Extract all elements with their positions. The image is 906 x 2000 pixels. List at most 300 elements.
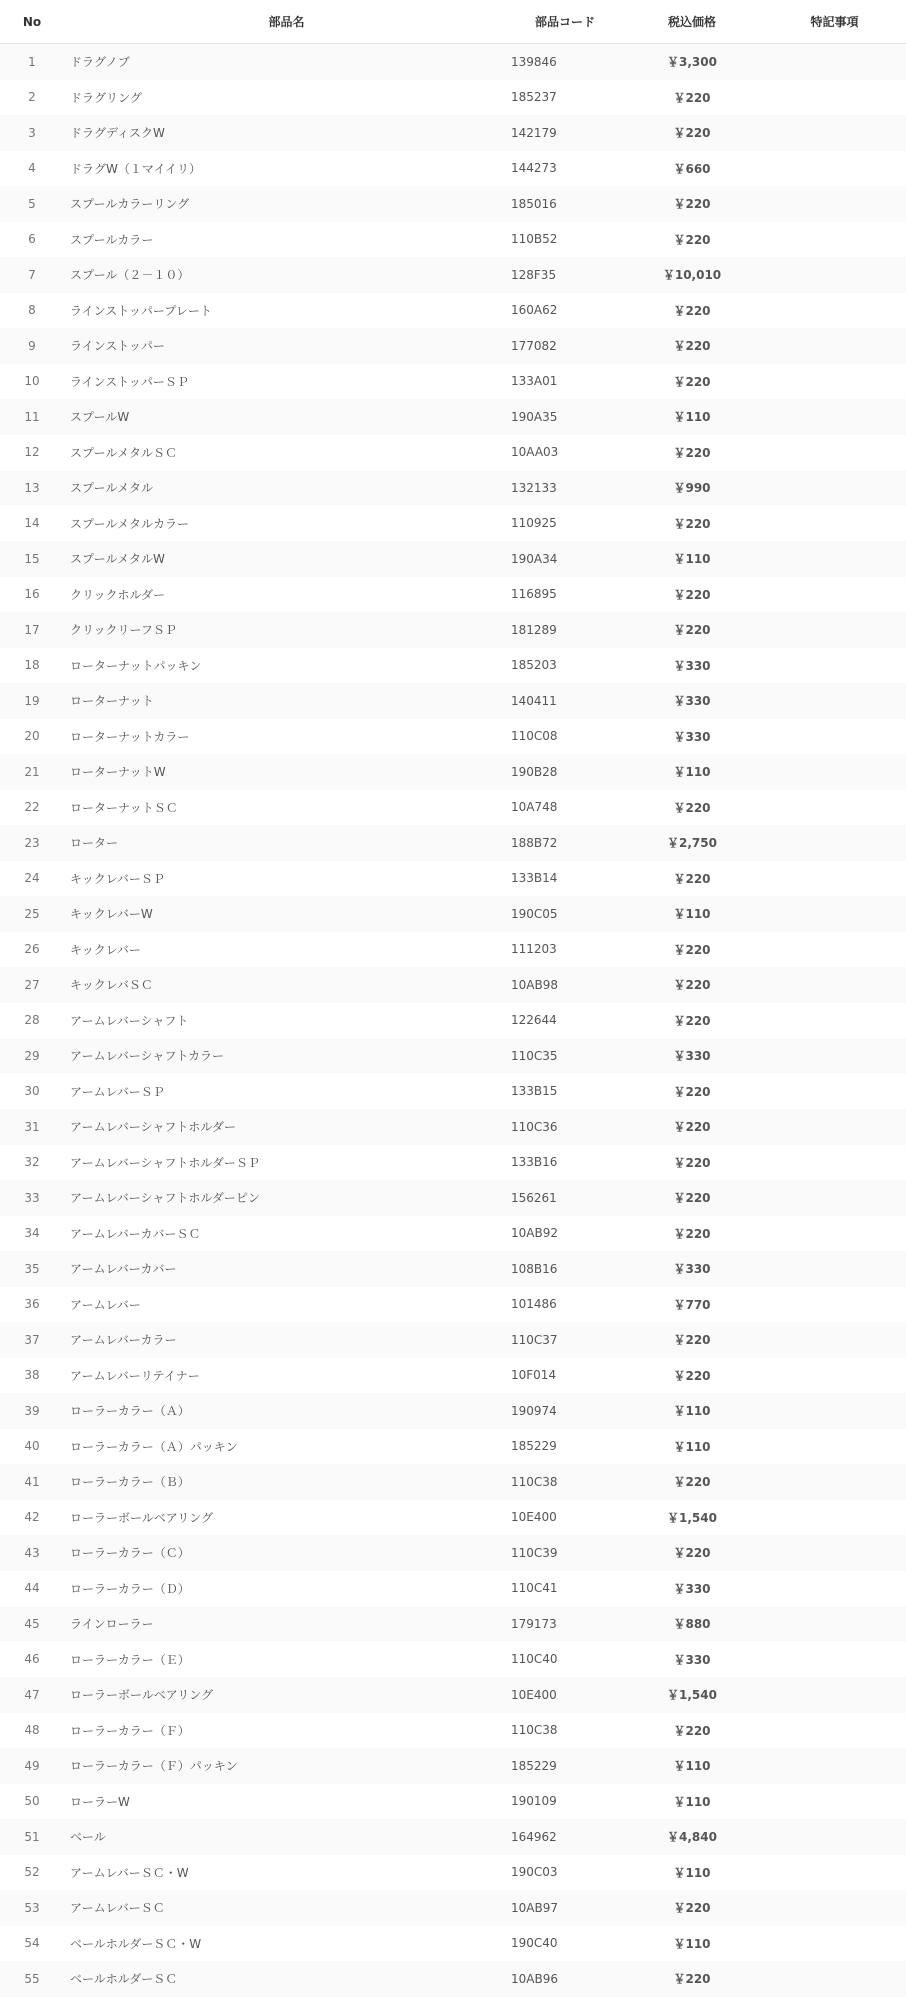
- cell-part-name: ローターナット: [64, 683, 509, 719]
- cell-price: ￥220: [621, 1145, 763, 1181]
- cell-part-name: ローター: [64, 825, 509, 861]
- cell-no: 51: [0, 1819, 64, 1855]
- table-row: [0, 293, 906, 329]
- cell-price: ￥4,840: [621, 1819, 763, 1855]
- cell-note: [763, 435, 906, 471]
- cell-no: 8: [0, 293, 64, 329]
- cell-no: 38: [0, 1358, 64, 1394]
- table-row: [0, 506, 906, 542]
- cell-note: [763, 648, 906, 684]
- cell-part-code: 110B52: [509, 222, 621, 258]
- cell-price: ￥220: [621, 967, 763, 1003]
- cell-note: [763, 967, 906, 1003]
- cell-price: ￥220: [621, 577, 763, 613]
- cell-part-name: スプールカラーリング: [64, 186, 509, 222]
- cell-price: ￥110: [621, 1393, 763, 1429]
- cell-note: [763, 1890, 906, 1926]
- table-row: [0, 186, 906, 222]
- cell-no: 40: [0, 1429, 64, 1465]
- cell-no: 45: [0, 1606, 64, 1642]
- table-row: [0, 648, 906, 684]
- cell-no: 26: [0, 932, 64, 968]
- cell-part-name: アームレバーＳＣ・W: [64, 1855, 509, 1891]
- cell-part-name: ラインストッパーＳＰ: [64, 364, 509, 400]
- cell-part-name: ローターナットＳＣ: [64, 790, 509, 826]
- cell-part-name: アームレバーシャフトホルダーＳＰ: [64, 1145, 509, 1181]
- cell-price: ￥330: [621, 1571, 763, 1607]
- cell-part-code: 185203: [509, 648, 621, 684]
- cell-part-code: 110925: [509, 506, 621, 542]
- table-row: [0, 719, 906, 755]
- table-row: [0, 1535, 906, 1571]
- cell-part-name: ローラーW: [64, 1784, 509, 1820]
- table-row: [0, 825, 906, 861]
- cell-price: ￥220: [621, 612, 763, 648]
- cell-part-code: 190C05: [509, 896, 621, 932]
- table-row: [0, 1145, 906, 1181]
- cell-note: [763, 506, 906, 542]
- cell-no: 21: [0, 754, 64, 790]
- cell-note: [763, 1429, 906, 1465]
- cell-note: [763, 115, 906, 151]
- table-row: [0, 1216, 906, 1252]
- table-row: [0, 1038, 906, 1074]
- cell-note: [763, 470, 906, 506]
- cell-no: 19: [0, 683, 64, 719]
- cell-part-name: ラインストッパー: [64, 328, 509, 364]
- cell-note: [763, 328, 906, 364]
- cell-part-name: ラインストッパープレート: [64, 293, 509, 329]
- table-row: [0, 1322, 906, 1358]
- table-row: [0, 257, 906, 293]
- table-row: [0, 1748, 906, 1784]
- cell-no: 11: [0, 399, 64, 435]
- table-row: [0, 1393, 906, 1429]
- cell-price: ￥10,010: [621, 257, 763, 293]
- cell-price: ￥220: [621, 1464, 763, 1500]
- cell-note: [763, 151, 906, 187]
- cell-price: ￥220: [621, 328, 763, 364]
- table-row: [0, 364, 906, 400]
- cell-note: [763, 719, 906, 755]
- table-row: [0, 1287, 906, 1323]
- cell-price: ￥220: [621, 1180, 763, 1216]
- cell-part-name: スプールメタルW: [64, 541, 509, 577]
- cell-note: [763, 683, 906, 719]
- cell-part-code: 144273: [509, 151, 621, 187]
- cell-note: [763, 1535, 906, 1571]
- cell-no: 48: [0, 1713, 64, 1749]
- cell-part-code: 110C39: [509, 1535, 621, 1571]
- cell-no: 41: [0, 1464, 64, 1500]
- cell-part-name: ベールホルダーＳＣ・W: [64, 1926, 509, 1962]
- cell-price: ￥220: [621, 506, 763, 542]
- cell-part-code: 190B28: [509, 754, 621, 790]
- cell-note: [763, 1287, 906, 1323]
- table-row: [0, 151, 906, 187]
- cell-no: 43: [0, 1535, 64, 1571]
- table-row: [0, 612, 906, 648]
- cell-no: 1: [0, 44, 64, 80]
- cell-no: 25: [0, 896, 64, 932]
- table-row: [0, 932, 906, 968]
- cell-no: 35: [0, 1251, 64, 1287]
- table-row: [0, 115, 906, 151]
- cell-price: ￥220: [621, 861, 763, 897]
- table-row: [0, 1003, 906, 1039]
- cell-part-code: 110C38: [509, 1464, 621, 1500]
- cell-part-name: ラインローラー: [64, 1606, 509, 1642]
- cell-part-code: 132133: [509, 470, 621, 506]
- cell-no: 54: [0, 1926, 64, 1962]
- cell-note: [763, 1216, 906, 1252]
- table-row: [0, 1713, 906, 1749]
- table-body: [0, 44, 906, 1997]
- table-row: [0, 1606, 906, 1642]
- cell-price: ￥1,540: [621, 1677, 763, 1713]
- cell-note: [763, 1038, 906, 1074]
- cell-note: [763, 257, 906, 293]
- cell-price: ￥110: [621, 399, 763, 435]
- cell-price: ￥110: [621, 1784, 763, 1820]
- cell-part-code: 164962: [509, 1819, 621, 1855]
- table-row: [0, 470, 906, 506]
- cell-price: ￥220: [621, 1535, 763, 1571]
- cell-part-code: 133B15: [509, 1074, 621, 1110]
- cell-note: [763, 222, 906, 258]
- cell-part-code: 108B16: [509, 1251, 621, 1287]
- table-row: [0, 1429, 906, 1465]
- cell-price: ￥220: [621, 790, 763, 826]
- cell-no: 49: [0, 1748, 64, 1784]
- cell-part-code: 190C03: [509, 1855, 621, 1891]
- cell-note: [763, 293, 906, 329]
- cell-price: ￥330: [621, 719, 763, 755]
- table-row: [0, 1571, 906, 1607]
- cell-part-code: 110C08: [509, 719, 621, 755]
- cell-no: 47: [0, 1677, 64, 1713]
- cell-part-code: 185229: [509, 1748, 621, 1784]
- cell-no: 12: [0, 435, 64, 471]
- cell-note: [763, 1251, 906, 1287]
- cell-part-name: ローラーカラー（Ｂ）: [64, 1464, 509, 1500]
- cell-part-code: 185229: [509, 1429, 621, 1465]
- cell-no: 46: [0, 1642, 64, 1678]
- cell-price: ￥110: [621, 541, 763, 577]
- table-row: [0, 1500, 906, 1536]
- cell-part-code: 111203: [509, 932, 621, 968]
- cell-part-name: ローラーカラー（Ａ）パッキン: [64, 1429, 509, 1465]
- cell-part-code: 10AB98: [509, 967, 621, 1003]
- cell-part-code: 133B16: [509, 1145, 621, 1181]
- cell-price: ￥110: [621, 1926, 763, 1962]
- cell-part-code: 190109: [509, 1784, 621, 1820]
- cell-part-name: ローラーカラー（Ａ）: [64, 1393, 509, 1429]
- cell-part-code: 156261: [509, 1180, 621, 1216]
- header-part-name: 部品名: [64, 0, 509, 44]
- cell-note: [763, 1322, 906, 1358]
- cell-no: 5: [0, 186, 64, 222]
- cell-part-name: アームレバーカバーＳＣ: [64, 1216, 509, 1252]
- cell-part-code: 133A01: [509, 364, 621, 400]
- table-row: [0, 1109, 906, 1145]
- cell-no: 37: [0, 1322, 64, 1358]
- cell-note: [763, 1180, 906, 1216]
- cell-no: 31: [0, 1109, 64, 1145]
- cell-part-name: クリックリーフＳＰ: [64, 612, 509, 648]
- cell-part-name: キックレバーＳＰ: [64, 861, 509, 897]
- cell-price: ￥220: [621, 1358, 763, 1394]
- cell-part-name: スプールカラー: [64, 222, 509, 258]
- table-row: [0, 1642, 906, 1678]
- cell-part-code: 188B72: [509, 825, 621, 861]
- cell-no: 32: [0, 1145, 64, 1181]
- cell-no: 22: [0, 790, 64, 826]
- cell-no: 28: [0, 1003, 64, 1039]
- cell-price: ￥220: [621, 1713, 763, 1749]
- cell-part-code: 10AB97: [509, 1890, 621, 1926]
- table-row: [0, 222, 906, 258]
- cell-part-code: 110C40: [509, 1642, 621, 1678]
- cell-part-name: スプールW: [64, 399, 509, 435]
- table-row: [0, 1677, 906, 1713]
- table-row: [0, 1074, 906, 1110]
- cell-part-name: アームレバーカバー: [64, 1251, 509, 1287]
- header-note: 特記事項: [763, 0, 906, 44]
- cell-part-name: アームレバーカラー: [64, 1322, 509, 1358]
- table-row: [0, 967, 906, 1003]
- table-header-row: [0, 0, 906, 44]
- cell-part-code: 179173: [509, 1606, 621, 1642]
- header-part-code: 部品コード: [509, 0, 621, 44]
- table-row: [0, 790, 906, 826]
- cell-no: 24: [0, 861, 64, 897]
- cell-part-code: 101486: [509, 1287, 621, 1323]
- cell-no: 39: [0, 1393, 64, 1429]
- cell-part-code: 110C41: [509, 1571, 621, 1607]
- table-row: [0, 328, 906, 364]
- cell-note: [763, 1571, 906, 1607]
- cell-part-code: 110C35: [509, 1038, 621, 1074]
- cell-part-name: ローラーボールベアリング: [64, 1677, 509, 1713]
- cell-no: 17: [0, 612, 64, 648]
- cell-part-name: ローラーカラー（Ｆ）: [64, 1713, 509, 1749]
- cell-part-name: ローターナットW: [64, 754, 509, 790]
- cell-price: ￥2,750: [621, 825, 763, 861]
- cell-price: ￥330: [621, 1251, 763, 1287]
- cell-no: 53: [0, 1890, 64, 1926]
- cell-part-name: スプールメタルカラー: [64, 506, 509, 542]
- cell-no: 33: [0, 1180, 64, 1216]
- cell-part-name: ドラグリング: [64, 80, 509, 116]
- cell-price: ￥220: [621, 1890, 763, 1926]
- cell-note: [763, 1819, 906, 1855]
- cell-part-name: アームレバーＳＰ: [64, 1074, 509, 1110]
- cell-part-code: 190C40: [509, 1926, 621, 1962]
- cell-price: ￥110: [621, 1429, 763, 1465]
- cell-no: 55: [0, 1961, 64, 1997]
- cell-price: ￥220: [621, 115, 763, 151]
- cell-part-name: ドラグW（１マイイリ）: [64, 151, 509, 187]
- cell-note: [763, 1358, 906, 1394]
- cell-part-code: 110C38: [509, 1713, 621, 1749]
- cell-part-code: 133B14: [509, 861, 621, 897]
- cell-no: 16: [0, 577, 64, 613]
- cell-price: ￥330: [621, 1038, 763, 1074]
- cell-price: ￥220: [621, 1003, 763, 1039]
- cell-part-name: アームレバーシャフトホルダー: [64, 1109, 509, 1145]
- cell-no: 23: [0, 825, 64, 861]
- cell-price: ￥110: [621, 1855, 763, 1891]
- cell-note: [763, 1393, 906, 1429]
- cell-price: ￥770: [621, 1287, 763, 1323]
- cell-part-name: ローラーボールベアリング: [64, 1500, 509, 1536]
- cell-part-name: アームレバーＳＣ: [64, 1890, 509, 1926]
- cell-part-code: 140411: [509, 683, 621, 719]
- cell-part-name: ベールホルダーＳＣ: [64, 1961, 509, 1997]
- cell-note: [763, 364, 906, 400]
- cell-no: 27: [0, 967, 64, 1003]
- cell-note: [763, 1677, 906, 1713]
- cell-part-code: 122644: [509, 1003, 621, 1039]
- cell-no: 30: [0, 1074, 64, 1110]
- cell-note: [763, 80, 906, 116]
- cell-price: ￥110: [621, 1748, 763, 1784]
- cell-note: [763, 612, 906, 648]
- cell-note: [763, 932, 906, 968]
- cell-part-name: ローラーカラー（Ｆ）パッキン: [64, 1748, 509, 1784]
- table-row: [0, 1890, 906, 1926]
- cell-price: ￥220: [621, 1074, 763, 1110]
- cell-note: [763, 44, 906, 80]
- cell-price: ￥220: [621, 364, 763, 400]
- cell-part-name: キックレバー: [64, 932, 509, 968]
- cell-no: 52: [0, 1855, 64, 1891]
- cell-part-code: 190A35: [509, 399, 621, 435]
- cell-part-name: ローターナットパッキン: [64, 648, 509, 684]
- cell-no: 6: [0, 222, 64, 258]
- cell-price: ￥220: [621, 80, 763, 116]
- cell-note: [763, 1642, 906, 1678]
- cell-part-name: ローラーカラー（Ｄ）: [64, 1571, 509, 1607]
- table-row: [0, 754, 906, 790]
- cell-part-name: アームレバーリテイナー: [64, 1358, 509, 1394]
- table-row: [0, 1464, 906, 1500]
- table-row: [0, 80, 906, 116]
- table-row: [0, 1855, 906, 1891]
- cell-note: [763, 790, 906, 826]
- cell-part-name: アームレバー: [64, 1287, 509, 1323]
- table-row: [0, 1251, 906, 1287]
- cell-note: [763, 1748, 906, 1784]
- cell-note: [763, 1464, 906, 1500]
- cell-price: ￥220: [621, 435, 763, 471]
- table-row: [0, 683, 906, 719]
- cell-no: 9: [0, 328, 64, 364]
- cell-part-name: ローターナットカラー: [64, 719, 509, 755]
- cell-part-code: 110C37: [509, 1322, 621, 1358]
- cell-part-code: 110C36: [509, 1109, 621, 1145]
- cell-price: ￥110: [621, 896, 763, 932]
- cell-no: 4: [0, 151, 64, 187]
- cell-part-code: 177082: [509, 328, 621, 364]
- table-row: [0, 541, 906, 577]
- cell-part-name: ベール: [64, 1819, 509, 1855]
- cell-part-name: アームレバーシャフト: [64, 1003, 509, 1039]
- table-row: [0, 44, 906, 80]
- cell-price: ￥330: [621, 1642, 763, 1678]
- cell-part-code: 116895: [509, 577, 621, 613]
- cell-note: [763, 1074, 906, 1110]
- cell-price: ￥220: [621, 186, 763, 222]
- cell-price: ￥660: [621, 151, 763, 187]
- table-row: [0, 1358, 906, 1394]
- table-row: [0, 399, 906, 435]
- cell-note: [763, 1606, 906, 1642]
- header-price: 税込価格: [621, 0, 763, 44]
- cell-part-code: 128F35: [509, 257, 621, 293]
- cell-part-code: 10AA03: [509, 435, 621, 471]
- cell-no: 18: [0, 648, 64, 684]
- cell-note: [763, 1500, 906, 1536]
- cell-no: 42: [0, 1500, 64, 1536]
- table-row: [0, 896, 906, 932]
- cell-part-code: 139846: [509, 44, 621, 80]
- table-row: [0, 1784, 906, 1820]
- table-row: [0, 577, 906, 613]
- cell-price: ￥330: [621, 683, 763, 719]
- cell-note: [763, 896, 906, 932]
- table-row: [0, 1961, 906, 1997]
- cell-note: [763, 577, 906, 613]
- cell-price: ￥3,300: [621, 44, 763, 80]
- cell-part-code: 190A34: [509, 541, 621, 577]
- header-no: No: [0, 0, 64, 44]
- cell-price: ￥220: [621, 1216, 763, 1252]
- cell-price: ￥1,540: [621, 1500, 763, 1536]
- cell-part-name: ローラーカラー（Ｃ）: [64, 1535, 509, 1571]
- cell-price: ￥220: [621, 293, 763, 329]
- cell-no: 36: [0, 1287, 64, 1323]
- cell-note: [763, 1784, 906, 1820]
- cell-part-name: ローラーカラー（Ｅ）: [64, 1642, 509, 1678]
- cell-part-name: アームレバーシャフトカラー: [64, 1038, 509, 1074]
- cell-part-code: 10F014: [509, 1358, 621, 1394]
- cell-price: ￥220: [621, 932, 763, 968]
- cell-part-code: 185016: [509, 186, 621, 222]
- cell-note: [763, 399, 906, 435]
- cell-note: [763, 1109, 906, 1145]
- cell-no: 13: [0, 470, 64, 506]
- cell-part-code: 160A62: [509, 293, 621, 329]
- cell-no: 14: [0, 506, 64, 542]
- table-row: [0, 1180, 906, 1216]
- cell-price: ￥880: [621, 1606, 763, 1642]
- cell-part-code: 10E400: [509, 1500, 621, 1536]
- cell-note: [763, 541, 906, 577]
- cell-note: [763, 1713, 906, 1749]
- cell-price: ￥220: [621, 1322, 763, 1358]
- cell-note: [763, 1855, 906, 1891]
- cell-note: [763, 1961, 906, 1997]
- cell-no: 7: [0, 257, 64, 293]
- cell-part-code: 181289: [509, 612, 621, 648]
- cell-part-name: ドラグノブ: [64, 44, 509, 80]
- cell-part-code: 10AB92: [509, 1216, 621, 1252]
- cell-no: 10: [0, 364, 64, 400]
- cell-part-code: 10AB96: [509, 1961, 621, 1997]
- cell-no: 2: [0, 80, 64, 116]
